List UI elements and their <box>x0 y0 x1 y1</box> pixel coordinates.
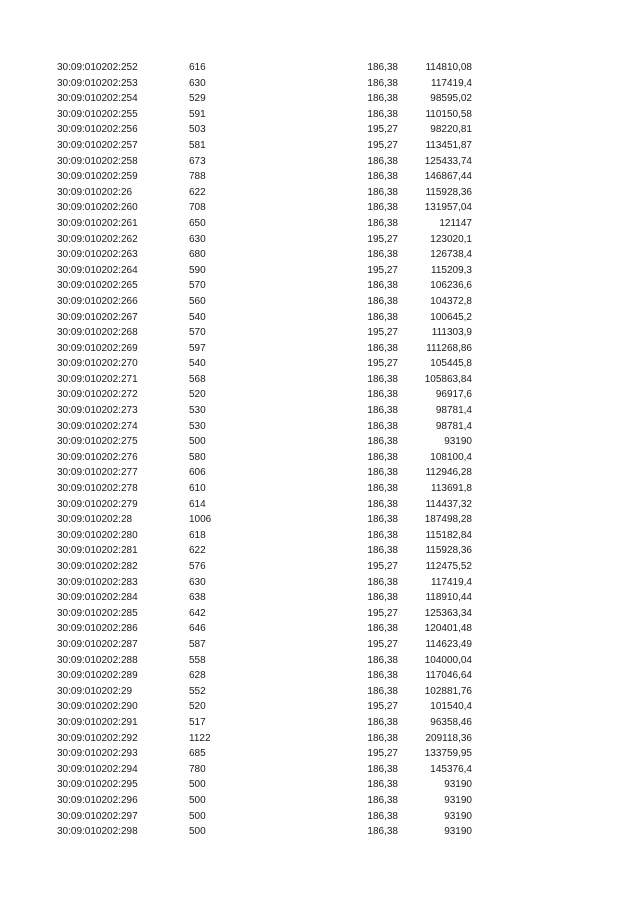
parcel-id-cell: 30:09:010202:295 <box>57 779 138 791</box>
rate-cell: 186,38 <box>367 62 398 73</box>
total-cell: 114623,49 <box>425 638 472 650</box>
area-cell: 568 <box>189 373 206 385</box>
total-cell: 93190 <box>444 779 472 791</box>
data-table <box>0 60 640 840</box>
table-row <box>0 76 640 92</box>
parcel-id-cell: 30:09:010202:292 <box>57 732 138 744</box>
table-row <box>0 450 640 466</box>
rate-cell: 186,38 <box>367 529 398 541</box>
total-cell: 105863,84 <box>424 373 472 385</box>
table-row <box>0 310 640 326</box>
table-row <box>0 91 640 107</box>
rate-cell: 195,27 <box>367 124 398 136</box>
total-cell: 123020,1 <box>430 233 472 245</box>
area-cell: 638 <box>189 592 206 604</box>
table-row <box>0 731 640 747</box>
total-cell: 98781,4 <box>435 420 472 432</box>
total-cell: 115928,36 <box>425 545 472 557</box>
rate-cell: 186,38 <box>367 654 398 666</box>
table-row <box>0 715 640 731</box>
area-cell: 630 <box>189 233 206 245</box>
area-cell: 788 <box>189 171 206 183</box>
table-row <box>0 497 640 513</box>
parcel-id-cell: 30:09:010202:269 <box>57 342 138 354</box>
total-cell: 112946,28 <box>425 467 472 479</box>
table-row <box>0 185 640 201</box>
table-row <box>0 590 640 606</box>
rate-cell: 186,38 <box>367 514 398 526</box>
parcel-id-cell: 30:09:010202:256 <box>57 124 138 136</box>
parcel-id-cell: 30:09:010202:258 <box>57 155 138 167</box>
parcel-id-cell: 30:09:010202:273 <box>57 405 138 417</box>
parcel-id-cell: 30:09:010202:285 <box>57 607 138 619</box>
table-row <box>0 200 640 216</box>
parcel-id-cell: 30:09:010202:26 <box>57 186 133 198</box>
table-row <box>0 465 640 481</box>
parcel-id-cell: 30:09:010202:264 <box>57 264 138 276</box>
total-cell: 115182,84 <box>425 529 472 541</box>
rate-cell: 186,38 <box>367 405 398 417</box>
parcel-id-cell: 30:09:010202:281 <box>57 545 138 557</box>
total-cell: 115928,36 <box>425 186 472 198</box>
parcel-id-cell: 30:09:010202:253 <box>57 77 138 89</box>
rate-cell: 195,27 <box>367 748 398 760</box>
area-cell: 616 <box>189 62 206 73</box>
area-cell: 622 <box>189 186 206 198</box>
rate-cell: 186,38 <box>367 732 398 744</box>
area-cell: 708 <box>189 202 206 214</box>
area-cell: 680 <box>189 249 206 261</box>
parcel-id-cell: 30:09:010202:289 <box>57 670 138 682</box>
area-cell: 642 <box>189 607 206 619</box>
total-cell: 96917,6 <box>435 389 472 401</box>
rate-cell: 186,38 <box>367 794 398 806</box>
area-cell: 630 <box>189 576 206 588</box>
total-cell: 118910,44 <box>425 592 472 604</box>
area-cell: 503 <box>189 124 206 136</box>
total-cell: 93190 <box>444 794 472 806</box>
rate-cell: 186,38 <box>367 280 398 292</box>
total-cell: 145376,4 <box>430 763 472 775</box>
table-row <box>0 528 640 544</box>
rate-cell: 186,38 <box>367 826 398 838</box>
rate-cell: 186,38 <box>367 685 398 697</box>
rate-cell: 186,38 <box>367 576 398 588</box>
area-cell: 606 <box>189 467 206 479</box>
parcel-id-cell: 30:09:010202:288 <box>57 654 138 666</box>
parcel-id-cell: 30:09:010202:266 <box>57 295 138 307</box>
parcel-id-cell: 30:09:010202:297 <box>57 810 138 822</box>
rate-cell: 195,27 <box>367 638 398 650</box>
table-row <box>0 512 640 528</box>
table-row <box>0 294 640 310</box>
rate-cell: 186,38 <box>367 171 398 183</box>
total-cell: 114810,08 <box>425 62 472 73</box>
parcel-id-cell: 30:09:010202:276 <box>57 451 138 463</box>
parcel-id-cell: 30:09:010202:29 <box>57 685 133 697</box>
total-cell: 131957,04 <box>424 202 472 214</box>
table-row <box>0 138 640 154</box>
total-cell: 110150,58 <box>425 108 472 120</box>
area-cell: 500 <box>189 779 206 791</box>
area-cell: 646 <box>189 623 206 635</box>
parcel-id-cell: 30:09:010202:280 <box>57 529 138 541</box>
parcel-id-cell: 30:09:010202:252 <box>57 62 138 73</box>
total-cell: 93190 <box>444 810 472 822</box>
table-row <box>0 419 640 435</box>
table-row <box>0 60 640 76</box>
total-cell: 98595,02 <box>430 93 472 105</box>
area-cell: 610 <box>189 483 206 495</box>
table-row <box>0 543 640 559</box>
table-row <box>0 122 640 138</box>
total-cell: 209118,36 <box>425 732 472 744</box>
table-row <box>0 637 640 653</box>
rate-cell: 186,38 <box>367 295 398 307</box>
area-cell: 500 <box>189 436 206 448</box>
rate-cell: 186,38 <box>367 202 398 214</box>
rate-cell: 195,27 <box>367 327 398 339</box>
rate-cell: 186,38 <box>367 373 398 385</box>
area-cell: 530 <box>189 420 206 432</box>
parcel-id-cell: 30:09:010202:274 <box>57 420 138 432</box>
total-cell: 120401,48 <box>424 623 472 635</box>
table-row <box>0 559 640 575</box>
area-cell: 570 <box>189 280 206 292</box>
rate-cell: 195,27 <box>367 139 398 151</box>
area-cell: 597 <box>189 342 206 354</box>
table-row <box>0 653 640 669</box>
parcel-id-cell: 30:09:010202:290 <box>57 701 138 713</box>
rate-cell: 186,38 <box>367 186 398 198</box>
area-cell: 570 <box>189 327 206 339</box>
rate-cell: 186,38 <box>367 716 398 728</box>
parcel-id-cell: 30:09:010202:28 <box>57 514 133 526</box>
rate-cell: 186,38 <box>367 342 398 354</box>
rate-cell: 186,38 <box>367 311 398 323</box>
total-cell: 106236,6 <box>430 280 472 292</box>
parcel-id-cell: 30:09:010202:261 <box>57 217 138 229</box>
parcel-id-cell: 30:09:010202:279 <box>57 498 138 510</box>
rate-cell: 186,38 <box>367 670 398 682</box>
rate-cell: 186,38 <box>367 77 398 89</box>
total-cell: 93190 <box>444 826 472 838</box>
area-cell: 581 <box>189 139 206 151</box>
rate-cell: 186,38 <box>367 420 398 432</box>
rate-cell: 195,27 <box>367 233 398 245</box>
area-cell: 529 <box>189 93 206 105</box>
total-cell: 121147 <box>439 217 472 229</box>
rate-cell: 186,38 <box>367 389 398 401</box>
rate-cell: 186,38 <box>367 217 398 229</box>
parcel-id-cell: 30:09:010202:270 <box>57 358 138 370</box>
total-cell: 115209,3 <box>431 264 472 276</box>
total-cell: 96358,46 <box>430 716 472 728</box>
total-cell: 104000,04 <box>424 654 472 666</box>
area-cell: 500 <box>189 794 206 806</box>
parcel-id-cell: 30:09:010202:268 <box>57 327 138 339</box>
rate-cell: 195,27 <box>367 358 398 370</box>
table-row <box>0 356 640 372</box>
total-cell: 101540,4 <box>430 701 472 713</box>
area-cell: 520 <box>189 389 206 401</box>
parcel-id-cell: 30:09:010202:267 <box>57 311 138 323</box>
rate-cell: 186,38 <box>367 249 398 261</box>
table-row <box>0 434 640 450</box>
parcel-id-cell: 30:09:010202:293 <box>57 748 138 760</box>
area-cell: 628 <box>189 670 206 682</box>
area-cell: 580 <box>189 451 206 463</box>
rate-cell: 186,38 <box>367 623 398 635</box>
rate-cell: 186,38 <box>367 779 398 791</box>
total-cell: 100645,2 <box>430 311 472 323</box>
table-row <box>0 809 640 825</box>
table-row <box>0 668 640 684</box>
rate-cell: 195,27 <box>367 264 398 276</box>
area-cell: 560 <box>189 295 206 307</box>
area-cell: 530 <box>189 405 206 417</box>
table-row <box>0 372 640 388</box>
total-cell: 126738,4 <box>430 249 472 261</box>
total-cell: 111303,9 <box>431 327 472 339</box>
parcel-id-cell: 30:09:010202:254 <box>57 93 138 105</box>
area-cell: 500 <box>189 826 206 838</box>
rate-cell: 186,38 <box>367 108 398 120</box>
area-cell: 673 <box>189 155 206 167</box>
parcel-id-cell: 30:09:010202:298 <box>57 826 138 838</box>
parcel-id-cell: 30:09:010202:259 <box>57 171 138 183</box>
table-row <box>0 403 640 419</box>
total-cell: 114437,32 <box>425 498 472 510</box>
total-cell: 104372,8 <box>430 295 472 307</box>
parcel-id-cell: 30:09:010202:260 <box>57 202 138 214</box>
total-cell: 117419,4 <box>431 77 472 89</box>
area-cell: 650 <box>189 217 206 229</box>
table-row <box>0 606 640 622</box>
table-row <box>0 247 640 263</box>
parcel-id-cell: 30:09:010202:282 <box>57 561 138 572</box>
parcel-id-cell: 30:09:010202:265 <box>57 280 138 292</box>
rate-cell: 186,38 <box>367 155 398 167</box>
area-cell: 780 <box>189 763 206 775</box>
parcel-id-cell: 30:09:010202:296 <box>57 794 138 806</box>
parcel-id-cell: 30:09:010202:278 <box>57 483 138 495</box>
rate-cell: 195,27 <box>367 561 398 572</box>
total-cell: 93190 <box>444 436 472 448</box>
area-cell: 552 <box>189 685 206 697</box>
total-cell: 117419,4 <box>431 576 472 588</box>
total-cell: 187498,28 <box>424 514 472 526</box>
parcel-id-cell: 30:09:010202:272 <box>57 389 138 401</box>
parcel-id-cell: 30:09:010202:291 <box>57 716 138 728</box>
area-cell: 1006 <box>189 514 212 526</box>
rate-cell: 186,38 <box>367 467 398 479</box>
total-cell: 113451,87 <box>425 139 472 151</box>
parcel-id-cell: 30:09:010202:271 <box>57 373 138 385</box>
table-row <box>0 777 640 793</box>
table-row <box>0 325 640 341</box>
table-row <box>0 278 640 294</box>
table-row <box>0 793 640 809</box>
table-row <box>0 232 640 248</box>
parcel-id-cell: 30:09:010202:275 <box>57 436 138 448</box>
area-cell: 1122 <box>189 732 211 744</box>
table-row <box>0 699 640 715</box>
table-row <box>0 575 640 591</box>
area-cell: 630 <box>189 77 206 89</box>
table-row <box>0 341 640 357</box>
total-cell: 125433,74 <box>424 155 472 167</box>
parcel-id-cell: 30:09:010202:294 <box>57 763 138 775</box>
table-row <box>0 154 640 170</box>
table-row <box>0 481 640 497</box>
parcel-id-cell: 30:09:010202:262 <box>57 233 138 245</box>
area-cell: 576 <box>189 561 206 572</box>
parcel-id-cell: 30:09:010202:287 <box>57 638 138 650</box>
area-cell: 587 <box>189 638 206 650</box>
area-cell: 520 <box>189 701 206 713</box>
rate-cell: 195,27 <box>367 607 398 619</box>
table-row <box>0 107 640 123</box>
rate-cell: 186,38 <box>367 763 398 775</box>
area-cell: 591 <box>189 108 206 120</box>
area-cell: 614 <box>189 498 206 510</box>
rate-cell: 186,38 <box>367 498 398 510</box>
total-cell: 98781,4 <box>435 405 472 417</box>
rate-cell: 186,38 <box>367 810 398 822</box>
table-row <box>0 216 640 232</box>
parcel-id-cell: 30:09:010202:286 <box>57 623 138 635</box>
rate-cell: 186,38 <box>367 436 398 448</box>
table-row <box>0 621 640 637</box>
rate-cell: 186,38 <box>367 483 398 495</box>
table-row <box>0 824 640 840</box>
area-cell: 540 <box>189 311 206 323</box>
total-cell: 105445,8 <box>430 358 472 370</box>
rate-cell: 186,38 <box>367 93 398 105</box>
table-row <box>0 263 640 279</box>
rate-cell: 186,38 <box>367 545 398 557</box>
total-cell: 112475,52 <box>425 561 472 572</box>
area-cell: 500 <box>189 810 206 822</box>
area-cell: 685 <box>189 748 206 760</box>
total-cell: 113691,8 <box>431 483 472 495</box>
table-row <box>0 762 640 778</box>
area-cell: 540 <box>189 358 206 370</box>
rate-cell: 195,27 <box>367 701 398 713</box>
rate-cell: 186,38 <box>367 592 398 604</box>
parcel-id-cell: 30:09:010202:277 <box>57 467 138 479</box>
area-cell: 590 <box>189 264 206 276</box>
total-cell: 102881,76 <box>424 685 472 697</box>
total-cell: 125363,34 <box>424 607 472 619</box>
total-cell: 146867,44 <box>424 171 472 183</box>
area-cell: 622 <box>189 545 206 557</box>
total-cell: 98220,81 <box>430 124 472 136</box>
parcel-id-cell: 30:09:010202:263 <box>57 249 138 261</box>
area-cell: 618 <box>189 529 206 541</box>
parcel-id-cell: 30:09:010202:284 <box>57 592 138 604</box>
table-row <box>0 746 640 762</box>
rate-cell: 186,38 <box>367 451 398 463</box>
parcel-id-cell: 30:09:010202:283 <box>57 576 138 588</box>
total-cell: 117046,64 <box>425 670 472 682</box>
parcel-id-cell: 30:09:010202:257 <box>57 139 138 151</box>
parcel-id-cell: 30:09:010202:255 <box>57 108 138 120</box>
table-row <box>0 684 640 700</box>
total-cell: 111268,86 <box>426 342 472 354</box>
total-cell: 108100,4 <box>430 451 472 463</box>
total-cell: 133759,95 <box>424 748 472 760</box>
area-cell: 558 <box>189 654 206 666</box>
area-cell: 517 <box>189 716 206 728</box>
table-row <box>0 169 640 185</box>
table-row <box>0 387 640 403</box>
